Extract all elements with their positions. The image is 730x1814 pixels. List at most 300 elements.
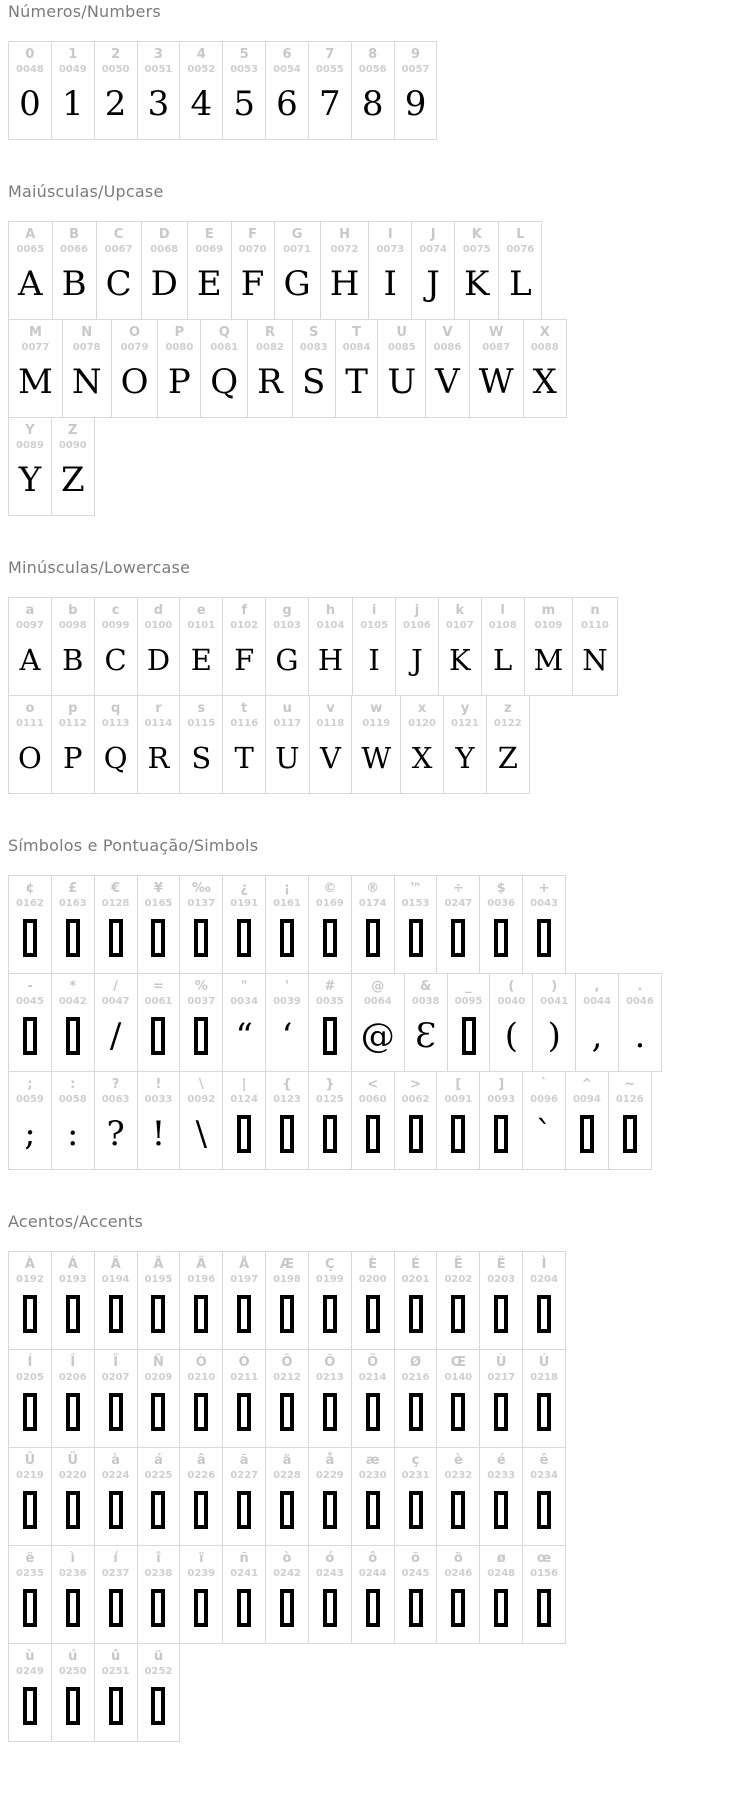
glyph-cell bbox=[265, 696, 308, 793]
cell-glyph: E bbox=[196, 264, 222, 305]
cell-glyph: T bbox=[234, 740, 254, 775]
cell-char-label: Ø bbox=[409, 1355, 422, 1371]
cell-unicode-label: 0210 bbox=[187, 1372, 216, 1384]
cell-unicode-label: 0245 bbox=[401, 1568, 430, 1580]
section-title: Minúsculas/Lowercase bbox=[8, 558, 191, 578]
cell-char-label: Å bbox=[239, 1257, 250, 1273]
cell-glyph: 9 bbox=[404, 84, 427, 125]
cell-unicode-label: 0224 bbox=[101, 1470, 130, 1482]
cell-char-label: é bbox=[496, 1453, 506, 1469]
glyph-cell bbox=[137, 1350, 180, 1447]
cell-char-label: ; bbox=[27, 1077, 33, 1093]
cell-glyph-area bbox=[109, 1286, 123, 1342]
cell-glyph: E bbox=[190, 642, 212, 677]
cell-unicode-label: 0140 bbox=[444, 1372, 473, 1384]
missing-glyph-box-icon bbox=[66, 1687, 80, 1725]
cell-glyph: Z bbox=[60, 460, 85, 501]
cell-char-label: % bbox=[194, 979, 208, 995]
cell-unicode-label: 0161 bbox=[273, 898, 301, 910]
cell-glyph-area bbox=[151, 1384, 165, 1440]
cell-char-label: o bbox=[25, 701, 35, 717]
cell-glyph-area bbox=[23, 1482, 37, 1538]
cell-glyph-area bbox=[109, 1678, 123, 1734]
glyph-cell bbox=[222, 1072, 265, 1169]
glyph-row bbox=[8, 695, 530, 794]
glyph-cell bbox=[335, 320, 378, 417]
cell-glyph: G bbox=[283, 264, 311, 305]
cell-unicode-label: 0084 bbox=[342, 342, 371, 354]
cell-char-label: ) bbox=[551, 979, 558, 995]
cell-unicode-label: 0065 bbox=[16, 244, 45, 256]
glyph-cell bbox=[394, 42, 437, 139]
cell-unicode-label: 0058 bbox=[58, 1094, 87, 1106]
cell-char-label: T bbox=[352, 325, 361, 341]
glyph-cell bbox=[9, 696, 51, 793]
cell-char-label: Z bbox=[68, 423, 78, 439]
glyph-cell bbox=[9, 1252, 51, 1349]
glyph-row bbox=[8, 319, 567, 418]
missing-glyph-box-icon bbox=[494, 1295, 508, 1333]
cell-char-label: q bbox=[110, 701, 121, 717]
missing-glyph-box-icon bbox=[323, 1115, 337, 1153]
missing-glyph-box-icon bbox=[109, 919, 123, 957]
missing-glyph-box-icon bbox=[237, 1491, 251, 1529]
cell-unicode-label: 0206 bbox=[58, 1372, 87, 1384]
cell-unicode-label: 0122 bbox=[493, 718, 522, 730]
cell-char-label: E bbox=[204, 227, 214, 243]
missing-glyph-box-icon bbox=[23, 1687, 37, 1725]
cell-char-label: Ü bbox=[67, 1453, 79, 1469]
cell-unicode-label: 0069 bbox=[195, 244, 224, 256]
glyph-row bbox=[8, 1643, 180, 1742]
cell-glyph-area bbox=[280, 1106, 294, 1162]
cell-unicode-label: 0234 bbox=[530, 1470, 558, 1482]
font-section bbox=[8, 2, 730, 140]
cell-unicode-label: 0227 bbox=[230, 1470, 259, 1482]
cell-unicode-label: 0118 bbox=[316, 718, 345, 730]
glyph-cell bbox=[247, 320, 292, 417]
cell-glyph-area bbox=[280, 1580, 294, 1636]
cell-unicode-label: 0243 bbox=[315, 1568, 344, 1580]
cell-unicode-label: 0082 bbox=[256, 342, 284, 354]
cell-glyph: ? bbox=[106, 1114, 125, 1155]
cell-glyph: 6 bbox=[276, 84, 298, 125]
cell-glyph-area bbox=[537, 1482, 551, 1538]
cell-unicode-label: 0075 bbox=[462, 244, 491, 256]
cell-glyph-area bbox=[194, 1580, 208, 1636]
glyph-cell bbox=[394, 1546, 437, 1643]
cell-glyph-area bbox=[323, 1286, 337, 1342]
cell-unicode-label: 0107 bbox=[445, 620, 474, 632]
missing-glyph-box-icon bbox=[23, 1393, 37, 1431]
cell-glyph: D bbox=[146, 642, 171, 677]
missing-glyph-box-icon bbox=[494, 1589, 508, 1627]
cell-glyph: V bbox=[435, 362, 460, 403]
glyph-cell bbox=[62, 320, 111, 417]
cell-glyph: 7 bbox=[319, 84, 341, 125]
cell-glyph-area bbox=[494, 1482, 508, 1538]
cell-char-label: x bbox=[417, 701, 427, 717]
glyph-cell bbox=[394, 1350, 437, 1447]
missing-glyph-box-icon bbox=[623, 1115, 637, 1153]
cell-unicode-label: 0163 bbox=[58, 898, 87, 910]
cell-char-label: í bbox=[113, 1551, 118, 1567]
cell-char-label: € bbox=[111, 881, 121, 897]
section-title: Números/Numbers bbox=[8, 2, 161, 21]
cell-char-label: ¥ bbox=[153, 881, 163, 897]
cell-unicode-label: 0225 bbox=[144, 1470, 173, 1482]
missing-glyph-box-icon bbox=[451, 1393, 465, 1431]
cell-char-label: ï bbox=[199, 1551, 204, 1567]
cell-char-label: Ñ bbox=[153, 1355, 164, 1371]
cell-char-label: ™ bbox=[409, 881, 423, 897]
cell-glyph-area bbox=[151, 1482, 165, 1538]
cell-char-label: Î bbox=[70, 1355, 76, 1371]
glyph-cell bbox=[51, 1448, 94, 1545]
cell-unicode-label: 0199 bbox=[315, 1274, 344, 1286]
cell-glyph-area bbox=[109, 1384, 123, 1440]
missing-glyph-box-icon bbox=[537, 1589, 551, 1627]
cell-unicode-label: 0230 bbox=[358, 1470, 387, 1482]
glyph-cell bbox=[222, 42, 265, 139]
missing-glyph-box-icon bbox=[451, 1491, 465, 1529]
glyph-cell bbox=[179, 1448, 222, 1545]
cell-unicode-label: 0237 bbox=[101, 1568, 130, 1580]
glyph-cell bbox=[9, 598, 51, 695]
glyph-cell bbox=[292, 320, 335, 417]
glyph-row bbox=[8, 41, 437, 140]
cell-unicode-label: 0198 bbox=[273, 1274, 301, 1286]
cell-glyph: Z bbox=[497, 740, 518, 775]
cell-char-label: s bbox=[197, 701, 206, 717]
cell-char-label: g bbox=[282, 603, 292, 619]
glyph-cell bbox=[447, 974, 490, 1071]
cell-char-label: Ö bbox=[367, 1355, 379, 1371]
cell-glyph-area bbox=[194, 910, 208, 966]
cell-char-label: t bbox=[241, 701, 248, 717]
glyph-cell bbox=[265, 1350, 308, 1447]
glyph-cell bbox=[309, 696, 352, 793]
cell-unicode-label: 0079 bbox=[120, 342, 149, 354]
font-section bbox=[8, 182, 730, 516]
cell-unicode-label: 0105 bbox=[360, 620, 389, 632]
cell-unicode-label: 0207 bbox=[101, 1372, 130, 1384]
cell-glyph: K bbox=[464, 264, 490, 305]
glyph-cell bbox=[308, 42, 351, 139]
glyph-cell bbox=[320, 222, 369, 319]
cell-glyph: K bbox=[448, 642, 471, 677]
missing-glyph-box-icon bbox=[494, 919, 508, 957]
glyph-cell bbox=[51, 876, 94, 973]
cell-glyph-area bbox=[366, 910, 380, 966]
glyph-cell bbox=[96, 222, 141, 319]
missing-glyph-box-icon bbox=[151, 1589, 165, 1627]
cell-glyph-area bbox=[237, 1482, 251, 1538]
cell-char-label: ê bbox=[539, 1453, 549, 1469]
cell-char-label: Y bbox=[25, 423, 35, 439]
cell-unicode-label: 0126 bbox=[615, 1094, 644, 1106]
cell-glyph: B bbox=[62, 642, 84, 677]
glyph-cell bbox=[308, 598, 352, 695]
cell-glyph-area bbox=[151, 1008, 165, 1064]
cell-unicode-label: 0059 bbox=[16, 1094, 44, 1106]
glyph-cell bbox=[222, 876, 265, 973]
glyph-cell bbox=[436, 1546, 479, 1643]
glyph-cell bbox=[572, 598, 616, 695]
cell-unicode-label: 0169 bbox=[315, 898, 344, 910]
cell-unicode-label: 0204 bbox=[530, 1274, 558, 1286]
cell-unicode-label: 0088 bbox=[530, 342, 559, 354]
glyph-cell bbox=[479, 1350, 522, 1447]
cell-unicode-label: 0098 bbox=[58, 620, 87, 632]
glyph-row bbox=[8, 973, 662, 1072]
missing-glyph-box-icon bbox=[23, 919, 37, 957]
cell-unicode-label: 0093 bbox=[487, 1094, 516, 1106]
cell-glyph-area bbox=[23, 910, 37, 966]
cell-glyph-area bbox=[23, 1286, 37, 1342]
cell-unicode-label: 0060 bbox=[358, 1094, 387, 1106]
missing-glyph-box-icon bbox=[366, 1393, 380, 1431]
cell-char-label: û bbox=[110, 1649, 121, 1665]
glyph-cell bbox=[308, 876, 351, 973]
glyph-cell bbox=[394, 876, 437, 973]
glyph-cell bbox=[179, 1252, 222, 1349]
cell-unicode-label: 0216 bbox=[401, 1372, 430, 1384]
glyph-cell bbox=[394, 1072, 437, 1169]
cell-char-label: @ bbox=[371, 979, 385, 995]
missing-glyph-box-icon bbox=[409, 1491, 423, 1529]
cell-unicode-label: 0174 bbox=[358, 898, 387, 910]
cell-unicode-label: 0252 bbox=[144, 1666, 173, 1678]
glyph-cell bbox=[308, 1546, 351, 1643]
glyph-cell bbox=[308, 1448, 351, 1545]
cell-unicode-label: 0070 bbox=[238, 244, 267, 256]
cell-glyph: R bbox=[147, 740, 170, 775]
missing-glyph-box-icon bbox=[409, 1589, 423, 1627]
cell-glyph-area bbox=[237, 1106, 251, 1162]
glyph-cell bbox=[618, 974, 661, 1071]
cell-unicode-label: 0100 bbox=[144, 620, 173, 632]
cell-unicode-label: 0036 bbox=[487, 898, 516, 910]
missing-glyph-box-icon bbox=[194, 1017, 208, 1055]
glyph-cell bbox=[179, 42, 222, 139]
cell-char-label: | bbox=[241, 1077, 247, 1093]
cell-unicode-label: 0074 bbox=[419, 244, 448, 256]
glyph-cell bbox=[308, 1252, 351, 1349]
cell-unicode-label: 0235 bbox=[16, 1568, 44, 1580]
cell-unicode-label: 0209 bbox=[144, 1372, 173, 1384]
cell-glyph-area bbox=[66, 1384, 80, 1440]
glyph-cell bbox=[137, 974, 180, 1071]
cell-char-label: Õ bbox=[324, 1355, 336, 1371]
glyph-cell bbox=[522, 876, 565, 973]
cell-unicode-label: 0078 bbox=[72, 342, 101, 354]
cell-glyph-area bbox=[537, 1580, 551, 1636]
cell-glyph-area bbox=[323, 1384, 337, 1440]
cell-char-label: a bbox=[25, 603, 35, 619]
glyph-cell bbox=[400, 696, 443, 793]
cell-glyph-area bbox=[323, 1482, 337, 1538]
glyph-cell bbox=[179, 1546, 222, 1643]
missing-glyph-box-icon bbox=[151, 1295, 165, 1333]
cell-unicode-label: 0072 bbox=[330, 244, 359, 256]
cell-unicode-label: 0111 bbox=[16, 718, 44, 730]
cell-unicode-label: 0102 bbox=[230, 620, 259, 632]
cell-unicode-label: 0108 bbox=[488, 620, 517, 632]
cell-unicode-label: 0042 bbox=[58, 996, 87, 1008]
cell-glyph: F bbox=[240, 264, 265, 305]
missing-glyph-box-icon bbox=[537, 1491, 551, 1529]
missing-glyph-box-icon bbox=[537, 919, 551, 957]
missing-glyph-box-icon bbox=[280, 1115, 294, 1153]
cell-unicode-label: 0228 bbox=[273, 1470, 301, 1482]
cell-char-label: v bbox=[326, 701, 335, 717]
cell-unicode-label: 0101 bbox=[187, 620, 216, 632]
cell-char-label: f bbox=[241, 603, 247, 619]
cell-char-label: A bbox=[25, 227, 36, 243]
glyph-cell bbox=[137, 1644, 180, 1741]
glyph-cell bbox=[265, 1448, 308, 1545]
cell-unicode-label: 0248 bbox=[487, 1568, 516, 1580]
cell-glyph-area bbox=[366, 1106, 380, 1162]
cell-unicode-label: 0233 bbox=[487, 1470, 516, 1482]
missing-glyph-box-icon bbox=[194, 1295, 208, 1333]
glyph-cell bbox=[479, 1546, 522, 1643]
cell-char-label: j bbox=[414, 603, 420, 619]
missing-glyph-box-icon bbox=[66, 919, 80, 957]
cell-char-label: ¿ bbox=[240, 881, 248, 897]
cell-glyph: U bbox=[275, 740, 300, 775]
missing-glyph-box-icon bbox=[323, 1393, 337, 1431]
missing-glyph-box-icon bbox=[366, 919, 380, 957]
glyph-cell bbox=[481, 598, 524, 695]
cell-char-label: M bbox=[28, 325, 42, 341]
glyph-cell bbox=[94, 1546, 137, 1643]
cell-glyph: ` bbox=[535, 1114, 553, 1155]
cell-char-label: ö bbox=[453, 1551, 463, 1567]
cell-unicode-label: 0124 bbox=[230, 1094, 259, 1106]
cell-glyph: \ bbox=[195, 1114, 208, 1155]
cell-unicode-label: 0246 bbox=[444, 1568, 473, 1580]
cell-unicode-label: 0095 bbox=[454, 996, 483, 1008]
missing-glyph-box-icon bbox=[66, 1017, 80, 1055]
cell-glyph: ) bbox=[547, 1016, 561, 1057]
cell-char-label: [ bbox=[455, 1077, 462, 1093]
cell-glyph-area bbox=[237, 1580, 251, 1636]
cell-unicode-label: 0106 bbox=[403, 620, 431, 632]
cell-unicode-label: 0046 bbox=[625, 996, 654, 1008]
cell-glyph-area bbox=[451, 1580, 465, 1636]
cell-char-label: N bbox=[81, 325, 93, 341]
glyph-cell bbox=[179, 876, 222, 973]
cell-char-label: S bbox=[309, 325, 319, 341]
cell-unicode-label: 0239 bbox=[187, 1568, 216, 1580]
cell-glyph: C bbox=[104, 642, 127, 677]
cell-char-label: ¢ bbox=[25, 881, 35, 897]
cell-char-label: ù bbox=[25, 1649, 35, 1665]
cell-unicode-label: 0229 bbox=[315, 1470, 344, 1482]
cell-char-label: / bbox=[113, 979, 118, 995]
glyph-cell bbox=[436, 1448, 479, 1545]
cell-glyph: L bbox=[509, 264, 532, 305]
cell-char-label: h bbox=[325, 603, 336, 619]
cell-char-label: 6 bbox=[282, 47, 292, 63]
cell-glyph-area bbox=[194, 1482, 208, 1538]
glyph-cell bbox=[308, 1072, 351, 1169]
glyph-cell bbox=[179, 696, 222, 793]
cell-char-label: * bbox=[69, 979, 77, 995]
cell-unicode-label: 0232 bbox=[444, 1470, 473, 1482]
glyph-cell bbox=[377, 320, 425, 417]
missing-glyph-box-icon bbox=[366, 1295, 380, 1333]
cell-glyph-area bbox=[409, 1482, 423, 1538]
cell-unicode-label: 0045 bbox=[16, 996, 44, 1008]
glyph-cell bbox=[222, 1350, 265, 1447]
missing-glyph-box-icon bbox=[151, 1017, 165, 1055]
missing-glyph-box-icon bbox=[323, 1589, 337, 1627]
cell-glyph: H bbox=[317, 642, 344, 677]
cell-glyph-area bbox=[66, 1482, 80, 1538]
cell-glyph: H bbox=[329, 264, 360, 305]
cell-unicode-label: 0116 bbox=[230, 718, 259, 730]
cell-char-label: è bbox=[453, 1453, 463, 1469]
glyph-cell bbox=[265, 598, 308, 695]
missing-glyph-box-icon bbox=[409, 1295, 423, 1333]
missing-glyph-box-icon bbox=[66, 1491, 80, 1529]
cell-glyph-area bbox=[109, 910, 123, 966]
missing-glyph-box-icon bbox=[237, 1295, 251, 1333]
cell-unicode-label: 0056 bbox=[358, 64, 387, 76]
cell-char-label: Ë bbox=[496, 1257, 506, 1273]
cell-unicode-label: 0061 bbox=[144, 996, 173, 1008]
glyph-row bbox=[8, 1545, 566, 1644]
glyph-cell bbox=[532, 974, 575, 1071]
missing-glyph-box-icon bbox=[23, 1589, 37, 1627]
cell-unicode-label: 0250 bbox=[58, 1666, 87, 1678]
cell-char-label: k bbox=[455, 603, 465, 619]
cell-char-label: Æ bbox=[279, 1257, 295, 1273]
missing-glyph-box-icon bbox=[409, 919, 423, 957]
cell-char-label: = bbox=[153, 979, 164, 995]
cell-char-label: â bbox=[196, 1453, 206, 1469]
missing-glyph-box-icon bbox=[109, 1393, 123, 1431]
cell-char-label: e bbox=[196, 603, 206, 619]
glyph-cell bbox=[9, 1072, 51, 1169]
glyph-row bbox=[8, 875, 566, 974]
glyph-cell bbox=[51, 696, 94, 793]
glyph-cell bbox=[9, 974, 51, 1071]
cell-unicode-label: 0096 bbox=[530, 1094, 558, 1106]
cell-unicode-label: 0212 bbox=[273, 1372, 301, 1384]
cell-glyph: : bbox=[67, 1114, 79, 1155]
cell-glyph-area bbox=[280, 1482, 294, 1538]
section-title: Maiúsculas/Upcase bbox=[8, 182, 164, 202]
cell-char-label: p bbox=[68, 701, 78, 717]
glyph-cell bbox=[94, 598, 137, 695]
glyph-cell bbox=[351, 42, 394, 139]
missing-glyph-box-icon bbox=[66, 1589, 80, 1627]
cell-char-label: O bbox=[128, 325, 141, 341]
cell-glyph-area bbox=[537, 1286, 551, 1342]
glyph-cell bbox=[51, 974, 94, 1071]
cell-glyph-area bbox=[66, 1008, 80, 1064]
cell-glyph: Y bbox=[455, 740, 475, 775]
cell-unicode-label: 0054 bbox=[273, 64, 301, 76]
cell-char-label: & bbox=[420, 979, 432, 995]
cell-unicode-label: 0202 bbox=[444, 1274, 473, 1286]
cell-glyph-area bbox=[151, 910, 165, 966]
cell-glyph: B bbox=[61, 264, 87, 305]
